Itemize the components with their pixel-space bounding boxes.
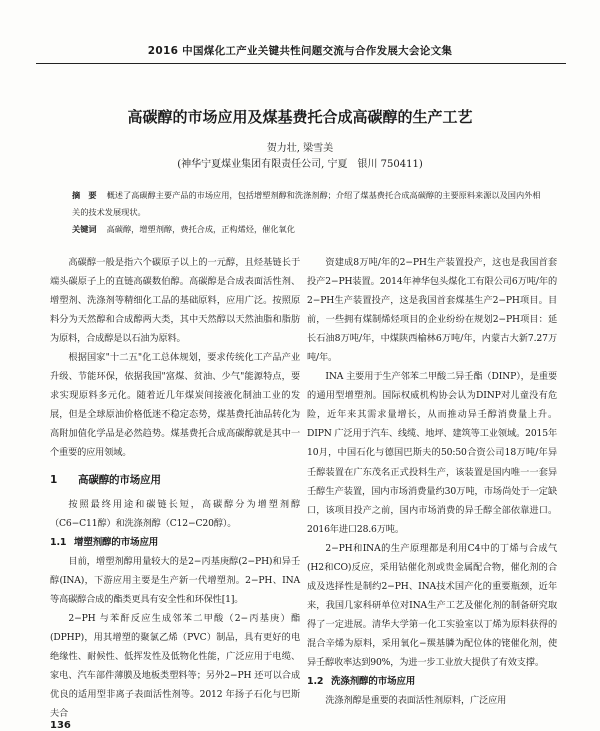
subsection-heading [50,533,300,552]
abstract [72,187,542,221]
paragraph: 2−PH 与苯酐反应生成邻苯二甲酸（2−丙基庚）酯(DPHP)，用其增塑的聚氯乙烯（PVC）制品，具有更好的电绝缘性、耐候性、低挥发性及低物化性能，广泛应用于电缆、家电、汽车部件薄膜及地板类塑料等；另外2−PH 还可以合成优良的适用型非离子表面活性剂等。2012 年扬子石化与巴斯夫合 [50,612,300,720]
page-number: 136 [50,720,71,731]
paragraph: 资建成8万吨/年的2−PH生产装置投产，这也是我国首套投产2−PH装置。2014年神华包头煤化工有限公司6万吨/年的2−PH生产装置投产，这是我国首套煤基生产2−PH项目。目前，一些拥有煤制烯烃项目的企业纷纷在规划2−PH项目：延长石油8万吨/年，中煤陕西榆林6万吨/年，内蒙古大新7.27万吨/年。 [307,257,557,364]
left-column [50,253,300,723]
paper-title: 高碳醇的市场应用及煤基费托合成高碳醇的生产工艺 [127,108,473,126]
keywords-text: 高碳醇，增塑剂醇，费托合成，正构烯烃，催化氧化 [106,224,295,234]
keywords-label: 关键词 [72,224,97,234]
abstract-text: 概述了高碳醇主要产品的市场应用，包括增塑剂醇和洗涤剂醇；介绍了煤基费托合成高碳醇的主要原料来源以及国内外相关的技术发展现状。 [72,190,541,217]
right-column [307,253,557,710]
subsection-title: 洗涤剂醇的市场应用 [331,676,416,688]
authors: 贺力壮, 梁雪美 [266,143,334,154]
paragraph: 目前，增塑剂醇用量较大的是2−丙基庚醇(2−PH)和异壬醇(INA)，下游应用主要是生产新一代增塑剂。2−PH、INA 等高碳醇合成的酯类更具有安全性和环保性[1]。 [50,555,300,605]
section-title: 高碳醇的市场应用 [78,473,161,486]
section-number: 1 [50,473,58,486]
paragraph: INA 主要用于生产邻苯二甲酸二异壬酯（DINP），是重要的通用型增塑剂。国际权威机构协会认为DINP对儿童没有危险，近年来其需求量增长，从而推动异壬醇消费量上升。DIPN 广泛用于汽车、线缆、地坪、建筑等工业领域。2015年10月，中国石化与德国巴斯夫的50:50合资公司18万吨/年异壬醇装置在广东茂名正式投料生产，该装置是国内唯一一套异壬醇生产装置，国内市场消费量约30万吨，市场尚处于一定缺口，该项目投产之前，国内市场消费的异壬醇全部依靠进口。2016年进口28.6万吨。 [307,371,557,535]
paragraph: 高碳醇一般是指六个碳原子以上的一元醇，且烃基链长于端头碳原子上的直链高碳数伯醇。高碳醇是合成表面活性剂、增塑剂、洗涤剂等精细化工品的基础原料，应用广泛。按照原料分为天然醇和合成醇两大类，其中天然醇以天然油脂和脂肪为原料，合成醇是以石油为原料。 [50,257,300,345]
paragraph: 2−PH和INA的生产原理都是利用C4中的丁烯与合成气(H2和CO)反应，采用钴催化剂或贵金属配合物，催化剂的合成及选择性是制约2−PH、INA技术国产化的重要瓶颈，近年来，我国几家科研单位对INA生产工艺及催化剂的制备研究取得了一定进展。清华大学第一化工实验室以丁烯为原料获得的混合辛烯为原料，采用氧化−羰基膦为配位体的铑催化剂，使异壬醇收率达到90%，为进一步工业放大提供了有效支撑。 [307,542,557,668]
subsection-number: 1.1 [50,536,67,548]
header-rule [36,63,566,64]
subsection-number: 1.2 [307,676,324,688]
journal-header: 2016 中国煤化工产业关键共性问题交流与合作发展大会论文集 [147,45,453,57]
paragraph: 洗涤剂醇是重要的表面活性剂原料，广泛应用 [325,695,507,707]
subsection-title: 增塑剂醇的市场应用 [74,536,159,548]
paragraph: 按照最终用途和碳链长短，高碳醇分为增塑剂醇（C6−C11醇）和洗涤剂醇（C12−C20醇）。 [50,498,300,529]
section-heading [50,471,300,490]
paragraph: 根据国家"十二五"化工总体规划，要求传统化工产品产业升级、节能环保，依据我国"富煤、贫油、少气"能源特点，要求实现原料多元化。随着近几年煤炭间接液化制油工业的发展，但是全球原油价格低迷不稳定态势，煤基费托油品转化为高附加值化学品是必然趋势。煤基费托合成高碳醇就是其中一个重要的应用领域。 [50,352,300,459]
abstract-label: 摘 要 [72,190,97,200]
affiliation: (神华宁夏煤业集团有限责任公司, 宁夏 银川 750411) [177,159,423,170]
keywords [72,221,542,238]
subsection-heading [307,672,557,691]
